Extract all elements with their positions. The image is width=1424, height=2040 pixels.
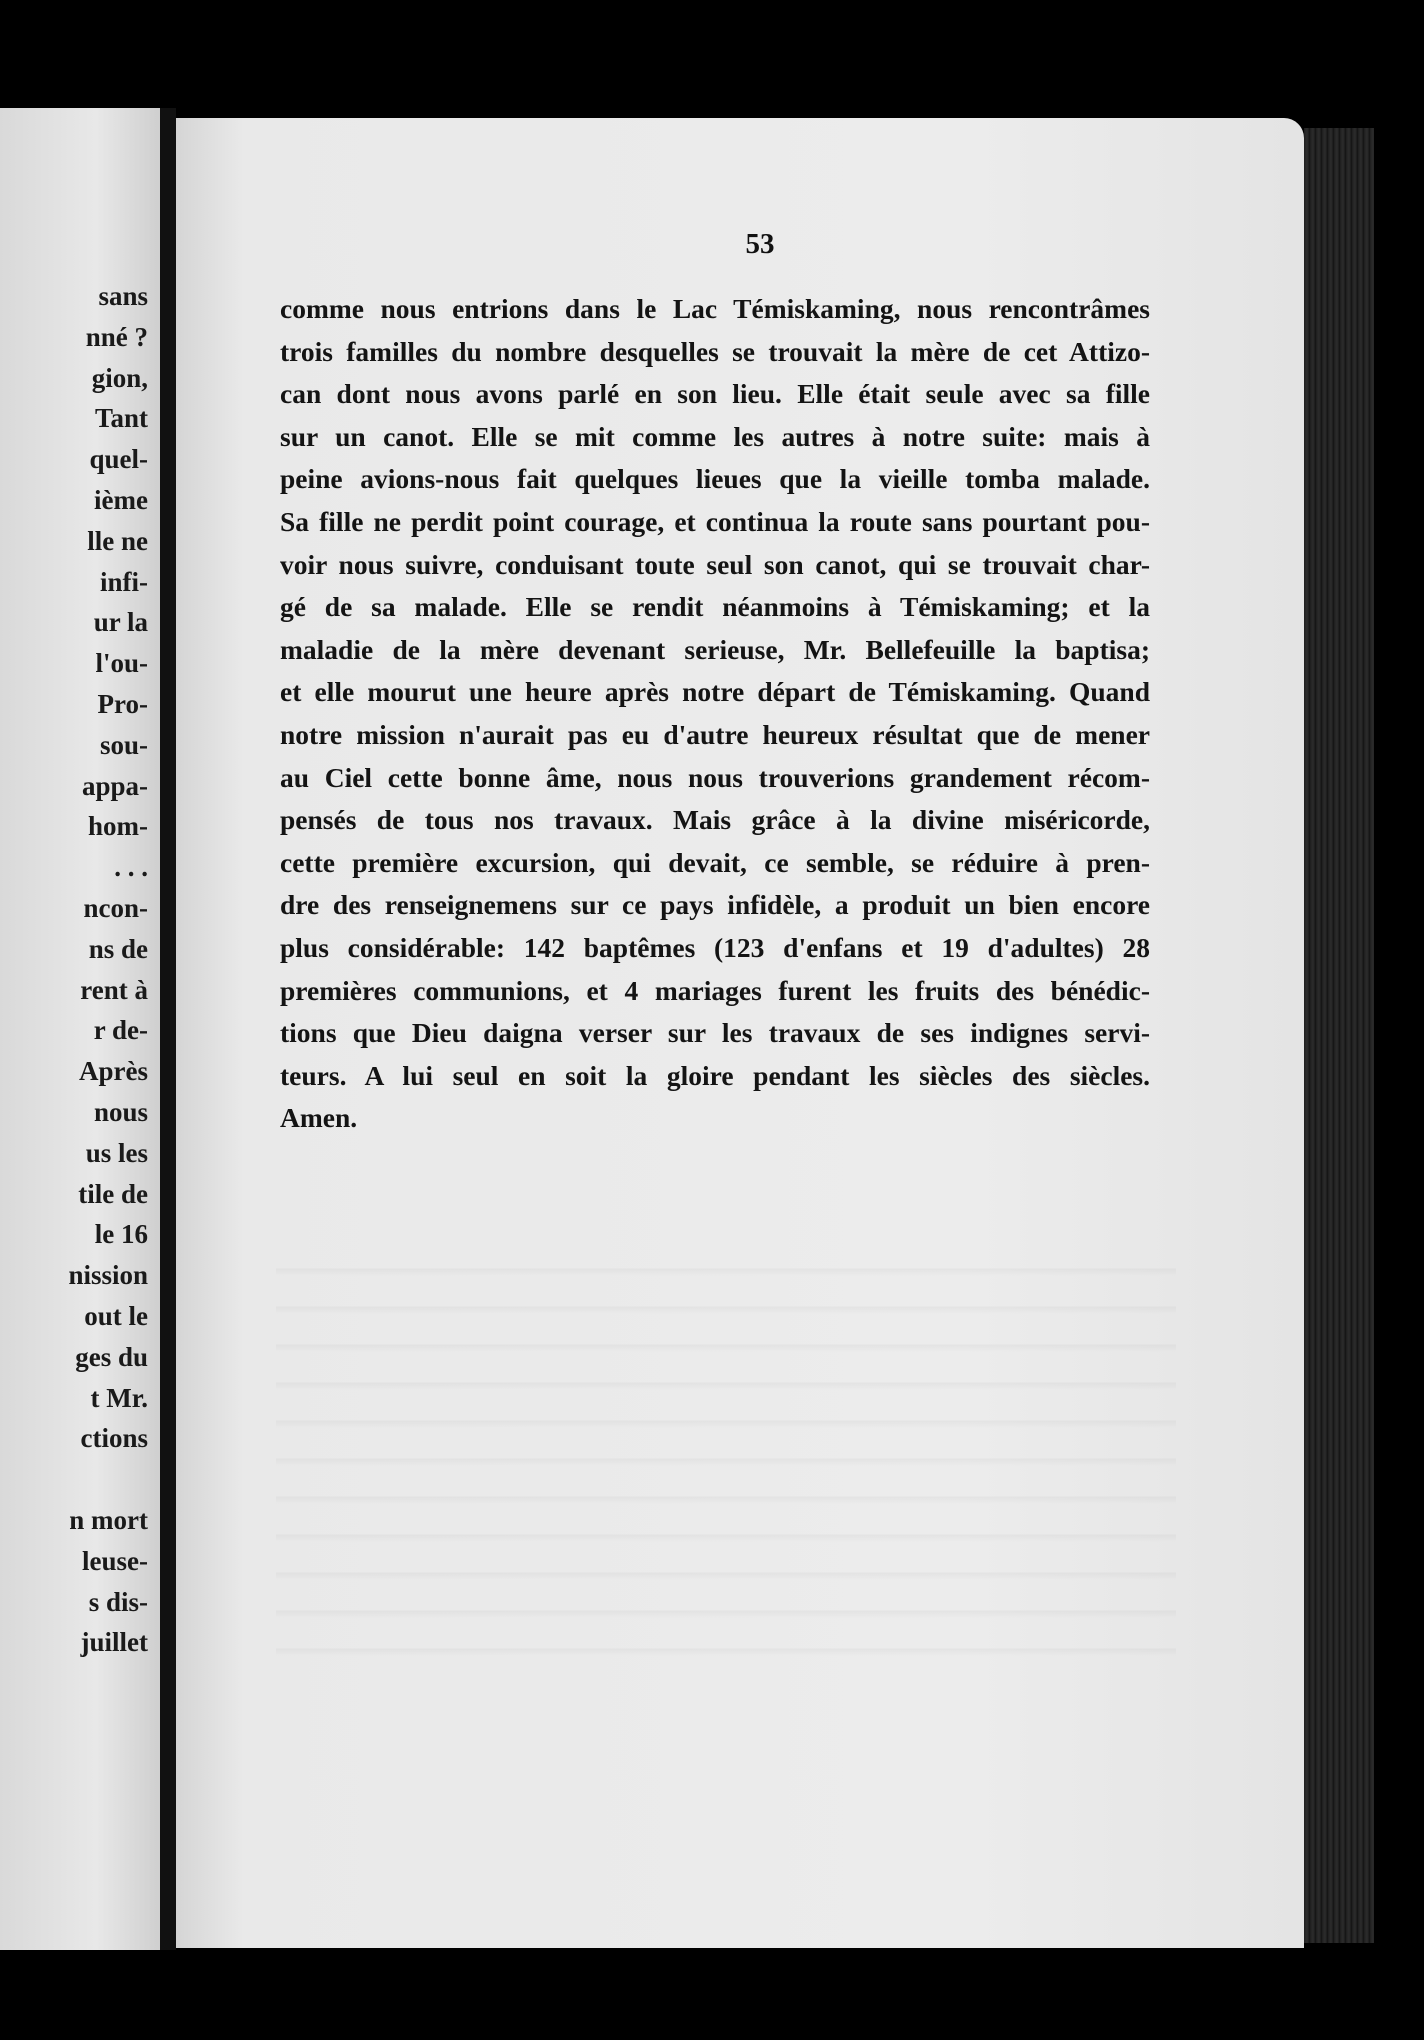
text-line: gé de sa malade. Elle se rendit néanmoins à Témiskaming; et la xyxy=(280,591,1150,623)
text-line: teurs. A lui seul en soit la gloire pendant les siècles des siècles. xyxy=(280,1059,1150,1091)
left-page-line: us les xyxy=(85,1137,148,1168)
left-page-line: leuse- xyxy=(82,1545,148,1576)
text-line: premières communions, et 4 mariages furent les fruits des bénédic- xyxy=(280,974,1150,1006)
text-line: dre des renseignemens sur ce pays infidèle, a produit un bien encore xyxy=(280,889,1150,921)
text-line: sur un canot. Elle se mit comme les autres à notre suite: mais à xyxy=(280,420,1150,452)
page-number: 53 xyxy=(745,228,775,260)
left-page-line: sou- xyxy=(99,729,148,760)
text-line: cette première excursion, qui devait, ce semble, se réduire à pren- xyxy=(280,846,1150,878)
left-page-line: hom- xyxy=(88,811,148,842)
text-line: pensés de tous nos travaux. Mais grâce à la divine miséricorde, xyxy=(280,804,1150,836)
text-line: trois familles du nombre desquelles se trouvait la mère de cet Attizo- xyxy=(280,335,1150,367)
body-text xyxy=(280,288,1150,1140)
text-line: au Ciel cette bonne âme, nous nous trouverions grandement récom- xyxy=(280,761,1150,793)
text-line: voir nous suivre, conduisant toute seul son canot, qui se trouvait char- xyxy=(280,548,1150,580)
text-line: can dont nous avons parlé en son lieu. Elle était seule avec sa fille xyxy=(280,378,1150,410)
text-line: peine avions-nous fait quelques lieues que la vieille tomba malade. xyxy=(280,463,1150,495)
left-page-line: lle ne xyxy=(87,525,148,556)
left-page-line: r de- xyxy=(93,1015,148,1046)
left-page-line: infi- xyxy=(99,566,148,597)
left-page-line: ns de xyxy=(88,933,148,964)
text-line: Sa fille ne perdit point courage, et continua la route sans pourtant pou- xyxy=(280,505,1150,537)
page-edges xyxy=(1304,128,1374,1943)
text-line: et elle mourut une heure après notre départ de Témiskaming. Quand xyxy=(280,676,1150,708)
left-page-line: quel- xyxy=(89,444,148,475)
text-line: plus considérable: 142 baptêmes (123 d'enfans et 19 d'adultes) 28 xyxy=(280,931,1150,963)
left-page-line: rent à xyxy=(80,974,148,1005)
left-page-line: . . . xyxy=(114,852,148,883)
left-page-line: nous xyxy=(93,1097,148,1127)
left-page-line: appa- xyxy=(81,770,148,801)
left-page-line: s dis- xyxy=(88,1586,148,1617)
text-line: tions que Dieu daigna verser sur les travaux de ses indignes servi- xyxy=(280,1017,1150,1049)
left-page-line: n mort xyxy=(69,1505,148,1535)
left-page-line: Tant xyxy=(94,403,148,434)
left-page-line: tile de xyxy=(78,1178,148,1209)
left-page-line: t Mr. xyxy=(90,1382,148,1413)
left-page-fragment xyxy=(0,108,160,1950)
left-page-line: Après xyxy=(79,1056,148,1087)
left-page-line: ncon- xyxy=(83,893,148,923)
left-page-line: le 16 xyxy=(94,1219,148,1250)
left-page-line: nné ? xyxy=(85,321,148,352)
left-page-line: gion, xyxy=(91,362,148,393)
book-page xyxy=(176,118,1304,1948)
left-page-line: nission xyxy=(68,1260,148,1291)
text-line: Amen. xyxy=(280,1102,358,1134)
left-page-line: ctions xyxy=(80,1423,148,1454)
page-gutter xyxy=(160,108,176,1950)
text-line: notre mission n'aurait pas eu d'autre heureux résultat que de mener xyxy=(280,718,1150,750)
left-page-line: ur la xyxy=(93,607,148,638)
left-page-line: out le xyxy=(84,1301,148,1331)
left-page-line: ges du xyxy=(75,1341,148,1372)
left-page-line: ième xyxy=(94,485,148,515)
text-line: comme nous entrions dans le Lac Témiskaming, nous rencontrâmes xyxy=(280,293,1150,324)
text-line: maladie de la mère devenant serieuse, Mr. Bellefeuille la baptisa; xyxy=(280,633,1150,665)
left-page-line: l'ou- xyxy=(95,648,148,679)
left-page-line: juillet xyxy=(80,1627,148,1658)
left-page-line: Pro- xyxy=(97,689,148,719)
bleed-through xyxy=(276,1238,1176,1658)
left-page-line: sans xyxy=(98,281,148,311)
